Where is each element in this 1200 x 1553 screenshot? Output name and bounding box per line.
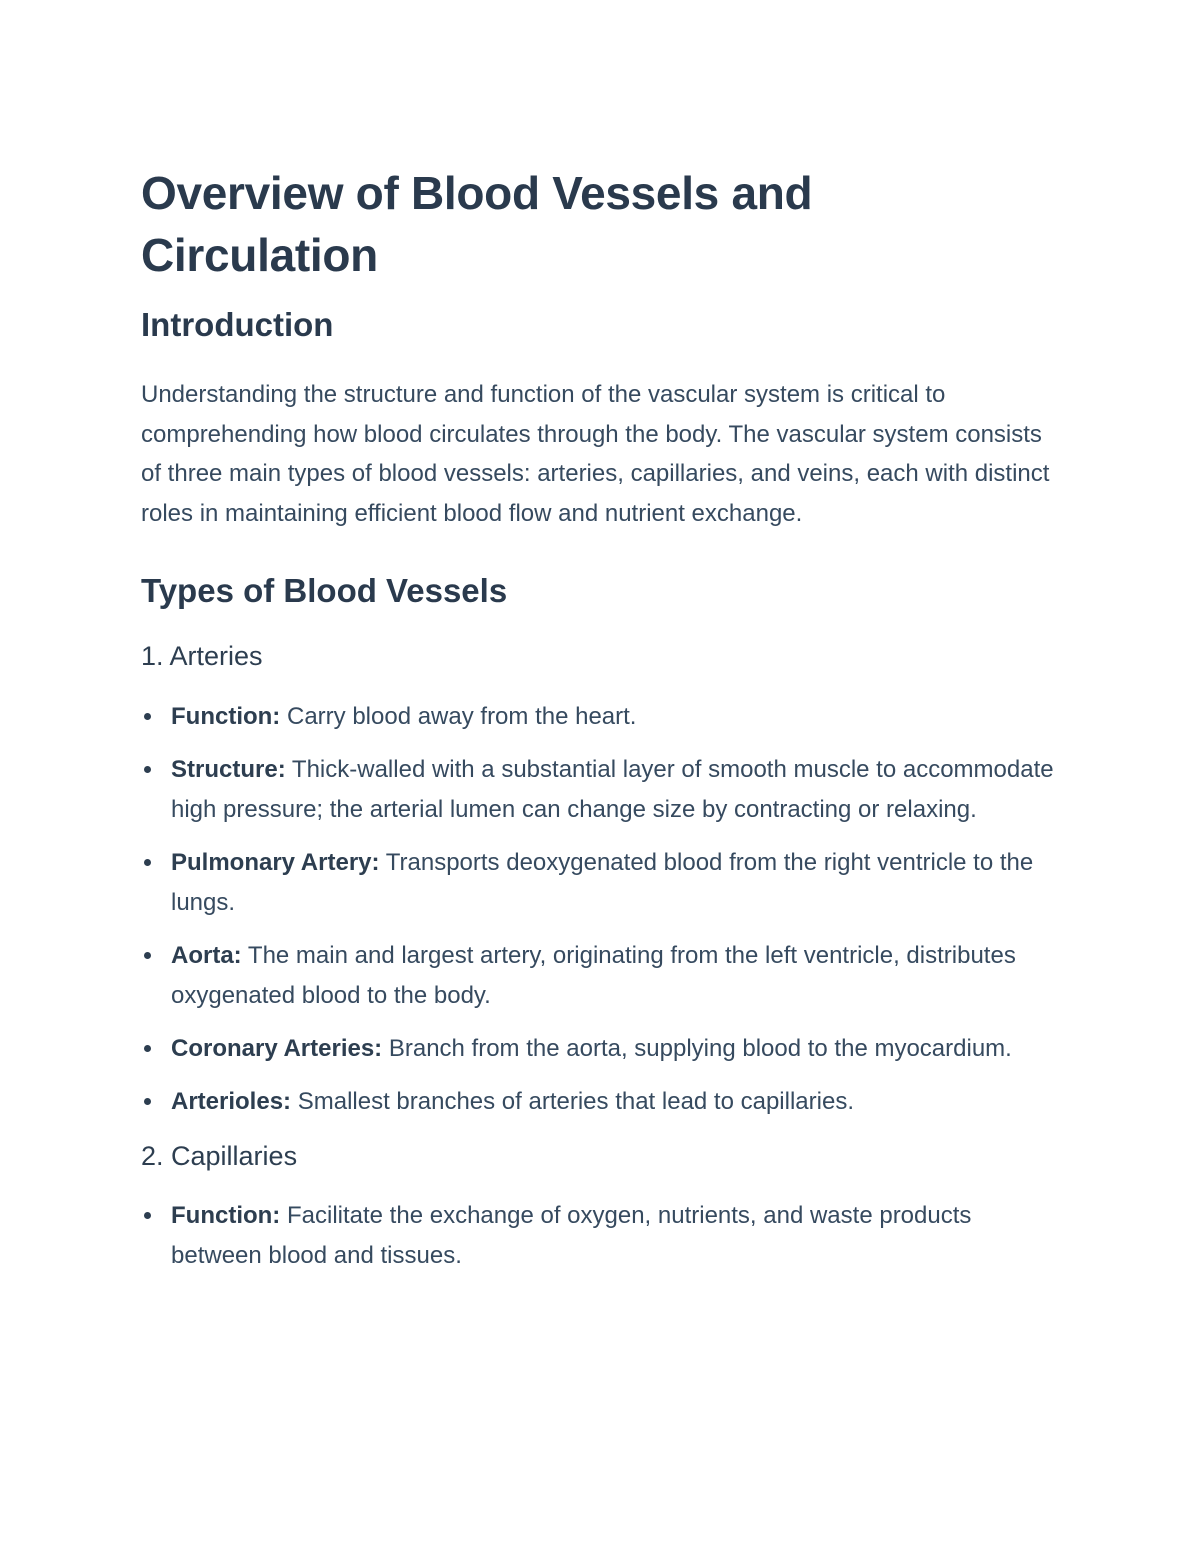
list-item xyxy=(141,1029,1061,1069)
list-item-term: Function: xyxy=(171,1202,281,1229)
list-item-term: Arterioles: xyxy=(171,1088,292,1115)
document-page xyxy=(141,162,1061,1289)
introduction-heading: Introduction xyxy=(141,306,334,343)
list-item xyxy=(141,697,1061,737)
list-item-text: Branch from the aorta, supplying blood to the myocardium. xyxy=(382,1035,1012,1062)
bullet-icon xyxy=(144,859,151,866)
list-item xyxy=(141,750,1061,830)
list-item-term: Pulmonary Artery: xyxy=(171,849,380,876)
bullet-icon xyxy=(144,1045,151,1052)
list-item-text: The main and largest artery, originating from the left ventricle, distributes oxygenated blood to the body. xyxy=(171,942,1016,1009)
list-item-text: Smallest branches of arteries that lead to capillaries. xyxy=(291,1088,854,1115)
arteries-list xyxy=(141,697,1061,1122)
arteries-heading: 1. Arteries xyxy=(141,641,263,671)
bullet-icon xyxy=(144,952,151,959)
bullet-icon xyxy=(144,1098,151,1105)
list-item-text: Transports deoxygenated blood from the right ventricle to the lungs. xyxy=(171,849,1034,916)
list-item xyxy=(141,1082,1061,1122)
introduction-paragraph: Understanding the structure and function of the vascular system is critical to comprehending how blood circulates through the body. The vascular system consists of three main types of blood vessels: arteries, capillaries, and veins, each with distinct roles in maintaining efficient blood flow and nutrient exchange. xyxy=(141,381,1050,527)
page-title: Overview of Blood Vessels and Circulation xyxy=(141,167,813,281)
list-item xyxy=(141,1196,1061,1276)
types-heading: Types of Blood Vessels xyxy=(141,572,508,609)
list-item-term: Function: xyxy=(171,703,281,730)
list-item-text: Facilitate the exchange of oxygen, nutrients, and waste products between blood and tissues. xyxy=(171,1202,972,1269)
bullet-icon xyxy=(144,713,151,720)
list-item xyxy=(141,936,1061,1016)
bullet-icon xyxy=(144,1212,151,1219)
list-item xyxy=(141,843,1061,923)
list-item-term: Coronary Arteries: xyxy=(171,1035,383,1062)
capillaries-list xyxy=(141,1196,1061,1276)
list-item-text: Thick-walled with a substantial layer of smooth muscle to accommodate high pressure; the arterial lumen can change size by contracting or relaxing. xyxy=(171,756,1054,823)
list-item-term: Structure: xyxy=(171,756,286,783)
bullet-icon xyxy=(144,766,151,773)
list-item-term: Aorta: xyxy=(171,942,242,969)
list-item-text: Carry blood away from the heart. xyxy=(280,703,637,730)
capillaries-heading: 2. Capillaries xyxy=(141,1141,298,1171)
